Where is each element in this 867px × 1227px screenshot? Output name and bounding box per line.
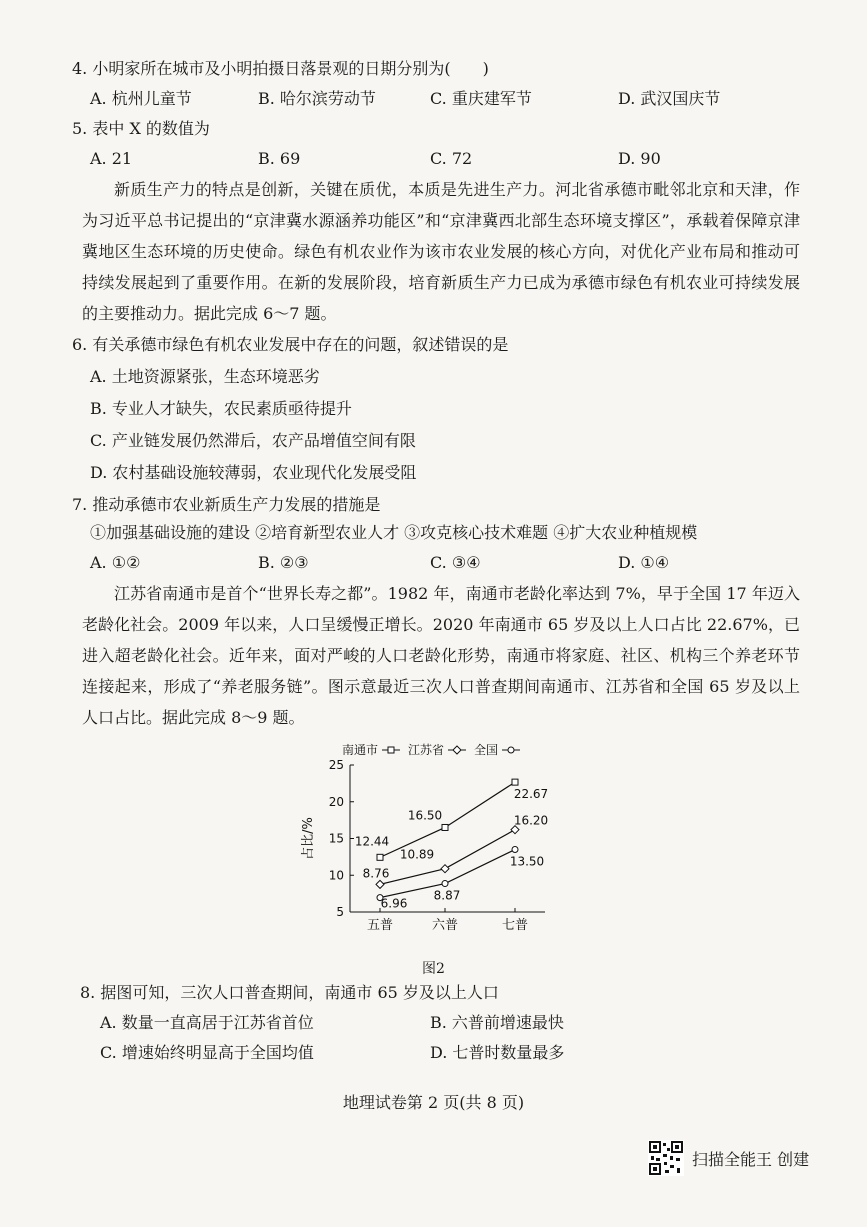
question-5-stem: 5. 表中 X 的数值为 [72, 119, 210, 138]
y-axis-label: 占比/% [301, 817, 316, 860]
question-7-option-b: B. ②③ [258, 553, 309, 572]
population-aging-chart [300, 740, 560, 970]
series-line-0 [380, 782, 515, 857]
series-0-label-2: 22.67 [513, 787, 549, 802]
question-4-option-d: D. 武汉国庆节 [618, 89, 721, 108]
scan-badge-text: 扫描全能王 创建 [692, 1149, 810, 1169]
figure-caption: 图2 [422, 961, 445, 977]
series-2-label-1: 8.87 [433, 888, 461, 903]
legend-label-1: 江苏省 [408, 743, 445, 757]
series-0-label-1: 16.50 [407, 808, 443, 823]
series-2-point-1 [442, 881, 448, 887]
passage-8-9-text: 江苏省南通市是首个“世界长寿之都”。1982 年，南通市老龄化率达到 7%，早于全国 17 年迈入老龄化社会。2009 年以来，人口呈缓慢正增长。2020 年南通市 65 岁及以上人口占比 22.67%，已进入超老龄化社会。近年来，面对严峻的人口老龄化形势，南通市将家庭、社区、机构三个养老环节连接起来，形成了“养老服务链”。图示意最近三次人口普查期间南通市、江苏省和全国 65 岁及以上人口占比。据此完成 8～9 题。 [82, 584, 800, 727]
legend-label-0: 南通市 [342, 743, 379, 757]
question-6-option-d: D. 农村基础设施较薄弱，农业现代化发展受阻 [90, 463, 417, 482]
series-2-point-2 [512, 847, 518, 853]
question-7-option-a: A. ①② [90, 553, 141, 572]
question-5-option-a: A. 21 [90, 149, 133, 168]
question-4-option-b: B. 哈尔滨劳动节 [258, 89, 376, 108]
series-0-point-1 [442, 824, 448, 830]
series-1-point-0 [376, 880, 384, 888]
question-6-stem: 6. 有关承德市绿色有机农业发展中存在的问题，叙述错误的是 [72, 335, 509, 354]
legend-marker-1 [453, 746, 461, 754]
question-8-option-a: A. 数量一直高居于江苏省首位 [100, 1013, 314, 1032]
x-tick-label-1: 六普 [431, 918, 459, 933]
y-tick-label-4: 25 [328, 758, 344, 772]
question-5-option-b: B. 69 [258, 149, 301, 168]
chart-svg [300, 740, 560, 970]
question-5-option-d: D. 90 [618, 149, 661, 168]
question-6-option-b: B. 专业人才缺失，农民素质亟待提升 [90, 399, 352, 418]
y-tick-label-0: 5 [336, 905, 344, 919]
question-7-option-c: C. ③④ [430, 553, 481, 572]
series-2-label-2: 13.50 [509, 854, 545, 869]
passage-6-7 [82, 174, 800, 329]
legend-marker-2 [508, 747, 514, 753]
passage-8-9 [82, 578, 800, 733]
question-8-option-b: B. 六普前增速最快 [430, 1013, 564, 1032]
page-footer: 地理试卷第 2 页(共 8 页) [342, 1093, 525, 1112]
x-tick-label-2: 七普 [501, 918, 529, 933]
series-1-label-1: 10.89 [399, 847, 435, 862]
series-0-point-0 [377, 854, 383, 860]
series-1-label-2: 16.20 [513, 813, 549, 828]
qr-code-icon [648, 1140, 684, 1176]
series-1-label-0: 8.76 [362, 866, 390, 881]
question-6-option-a: A. 土地资源紧张，生态环境恶劣 [90, 367, 320, 386]
question-8-option-d: D. 七普时数量最多 [430, 1043, 565, 1062]
series-1-point-1 [441, 865, 449, 873]
legend-label-2: 全国 [474, 743, 499, 757]
question-4-option-c: C. 重庆建军节 [430, 89, 532, 108]
series-0-point-2 [512, 779, 518, 785]
y-tick-label-1: 10 [328, 868, 344, 883]
scan-badge [648, 1140, 809, 1176]
question-4-stem: 4. 小明家所在城市及小明拍摄日落景观的日期分别为( ) [72, 59, 489, 78]
x-tick-label-0: 五普 [366, 918, 394, 933]
question-8-option-c: C. 增速始终明显高于全国均值 [100, 1043, 314, 1062]
question-4-option-a: A. 杭州儿童节 [90, 89, 192, 108]
series-0-label-0: 12.44 [354, 834, 390, 849]
y-tick-label-2: 15 [328, 831, 344, 846]
question-7-items: ①加强基础设施的建设 ②培育新型农业人才 ③攻克核心技术难题 ④扩大农业种植规模 [90, 523, 698, 542]
question-8-stem: 8. 据图可知，三次人口普查期间，南通市 65 岁及以上人口 [80, 983, 499, 1002]
y-tick-label-3: 20 [328, 794, 344, 809]
question-7-stem: 7. 推动承德市农业新质生产力发展的措施是 [72, 495, 381, 514]
series-2-label-0: 6.96 [380, 896, 408, 911]
question-7-option-d: D. ①④ [618, 553, 670, 572]
passage-6-7-text: 新质生产力的特点是创新，关键在质优，本质是先进生产力。河北省承德市毗邻北京和天津，作为习近平总书记提出的“京津冀水源涵养功能区”和“京津冀西北部生态环境支撑区”，承载着保障京津冀地区生态环境的历史使命。绿色有机农业作为该市农业发展的核心方向，对优化产业布局和推动可持续发展起到了重要作用。在新的发展阶段，培育新质生产力已成为承德市绿色有机农业可持续发展的主要推动力。据此完成 6～7 题。 [82, 180, 800, 323]
question-6-option-c: C. 产业链发展仍然滞后，农产品增值空间有限 [90, 431, 416, 450]
question-5-option-c: C. 72 [430, 149, 473, 168]
legend-marker-0 [388, 747, 394, 753]
